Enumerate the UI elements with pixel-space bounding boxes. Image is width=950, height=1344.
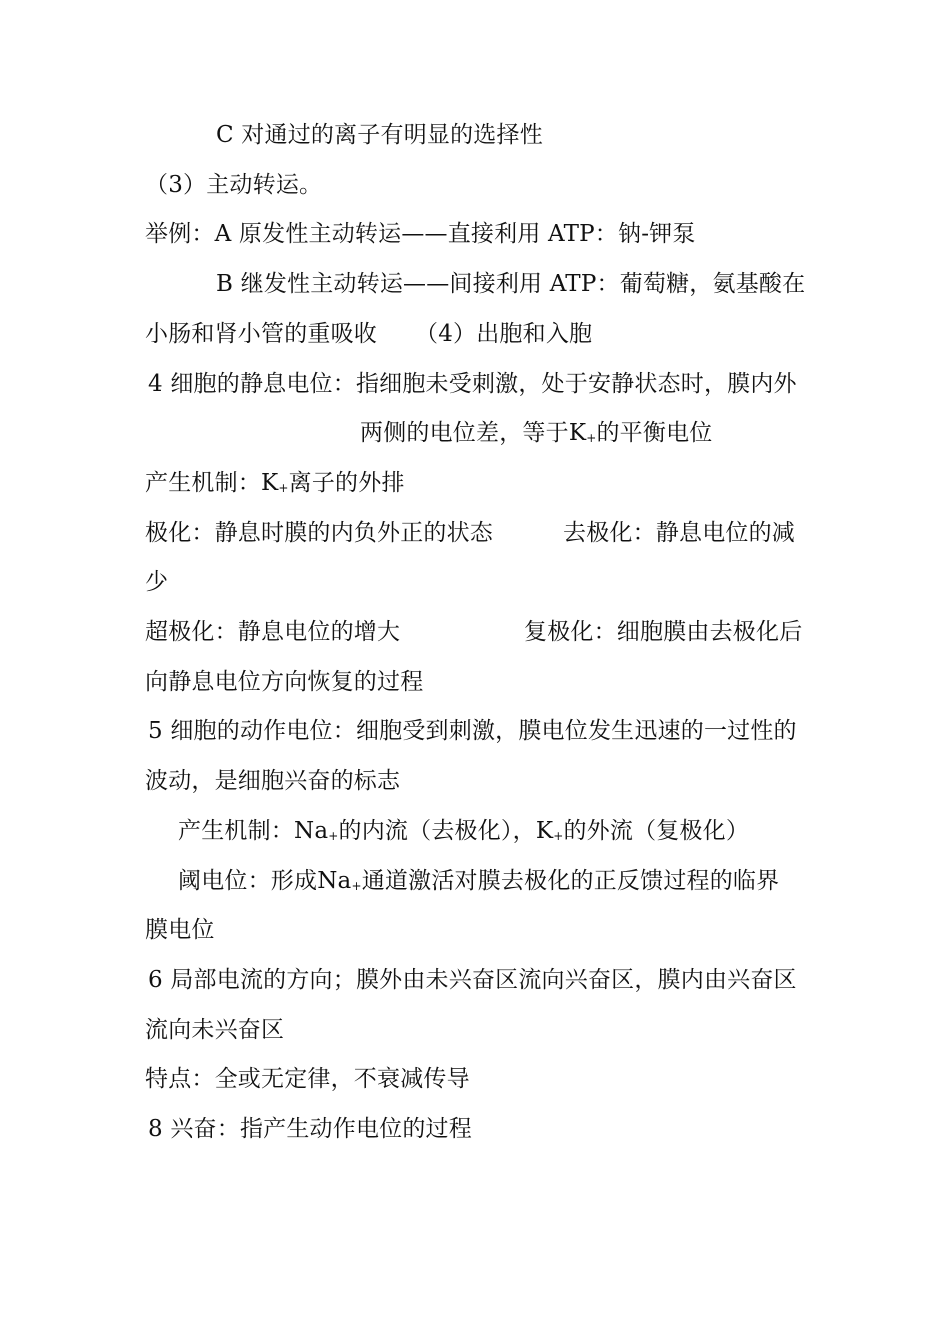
text-run: 阈电位：形成 [178,868,318,894]
superscript-plus: + [586,431,597,445]
text-run: Na [317,868,352,894]
text-line: 小肠和肾小管的重吸收 [145,321,377,347]
superscript-plus: + [328,829,339,843]
text-run: Na [294,818,329,844]
text-run: 的内流（去极化）， [338,818,536,844]
text-line: C 对通过的离子有明显的选择性 [216,122,543,148]
text-line: 波动，是细胞兴奋的标志 [145,768,401,794]
text-line: 少 [145,569,169,595]
text-run: 的平衡电位 [596,420,713,446]
text-line: 流向未兴奋区 [145,1017,285,1043]
superscript-plus: + [278,481,289,495]
text-line: 膜电位 [145,917,215,943]
text-line: 举例：A 原发性主动转运——直接利用 ATP：钠-钾泵 [145,221,696,247]
text-line [145,468,405,503]
text-line [178,866,779,901]
text-run: 离子的外排 [288,470,405,496]
superscript-plus: + [553,829,564,843]
text-line: 向静息电位方向恢复的过程 [145,669,424,695]
text-line: 超极化：静息电位的增大 [145,619,401,645]
text-line [360,418,712,453]
text-line: 8 兴奋：指产生动作电位的过程 [148,1116,472,1142]
text-run: K [568,420,587,446]
text-line: 复极化：细胞膜由去极化后 [524,619,803,645]
text-run: 的外流（复极化） [563,818,750,844]
text-line: （4）出胞和入胞 [415,321,593,347]
text-run: K [535,818,554,844]
text-line: 去极化：静息电位的减 [563,520,795,546]
text-run: 产生机制： [145,470,261,496]
text-line: 4 细胞的静息电位：指细胞未受刺激，处于安静状态时，膜内外 [148,371,797,397]
superscript-plus: + [351,879,362,893]
text-run: K [261,470,279,496]
text-line: 极化：静息时膜的内负外正的状态 [145,520,493,546]
text-run: 两侧的电位差，等于 [360,420,569,446]
text-line: B 继发性主动转运——间接利用 ATP：葡萄糖，氨基酸在 [216,271,806,297]
text-line: 6 局部电流的方向；膜外由未兴奋区流向兴奋区，膜内由兴奋区 [148,967,797,993]
text-line: 特点：全或无定律，不衰减传导 [145,1066,470,1092]
text-line: 5 细胞的动作电位：细胞受到刺激，膜电位发生迅速的一过性的 [148,718,797,744]
text-run: 通道激活对膜去极化的正反馈过程的临界 [361,868,780,894]
text-run: 产生机制： [178,818,294,844]
text-line [178,816,749,851]
text-line: （3）主动转运。 [145,172,323,198]
